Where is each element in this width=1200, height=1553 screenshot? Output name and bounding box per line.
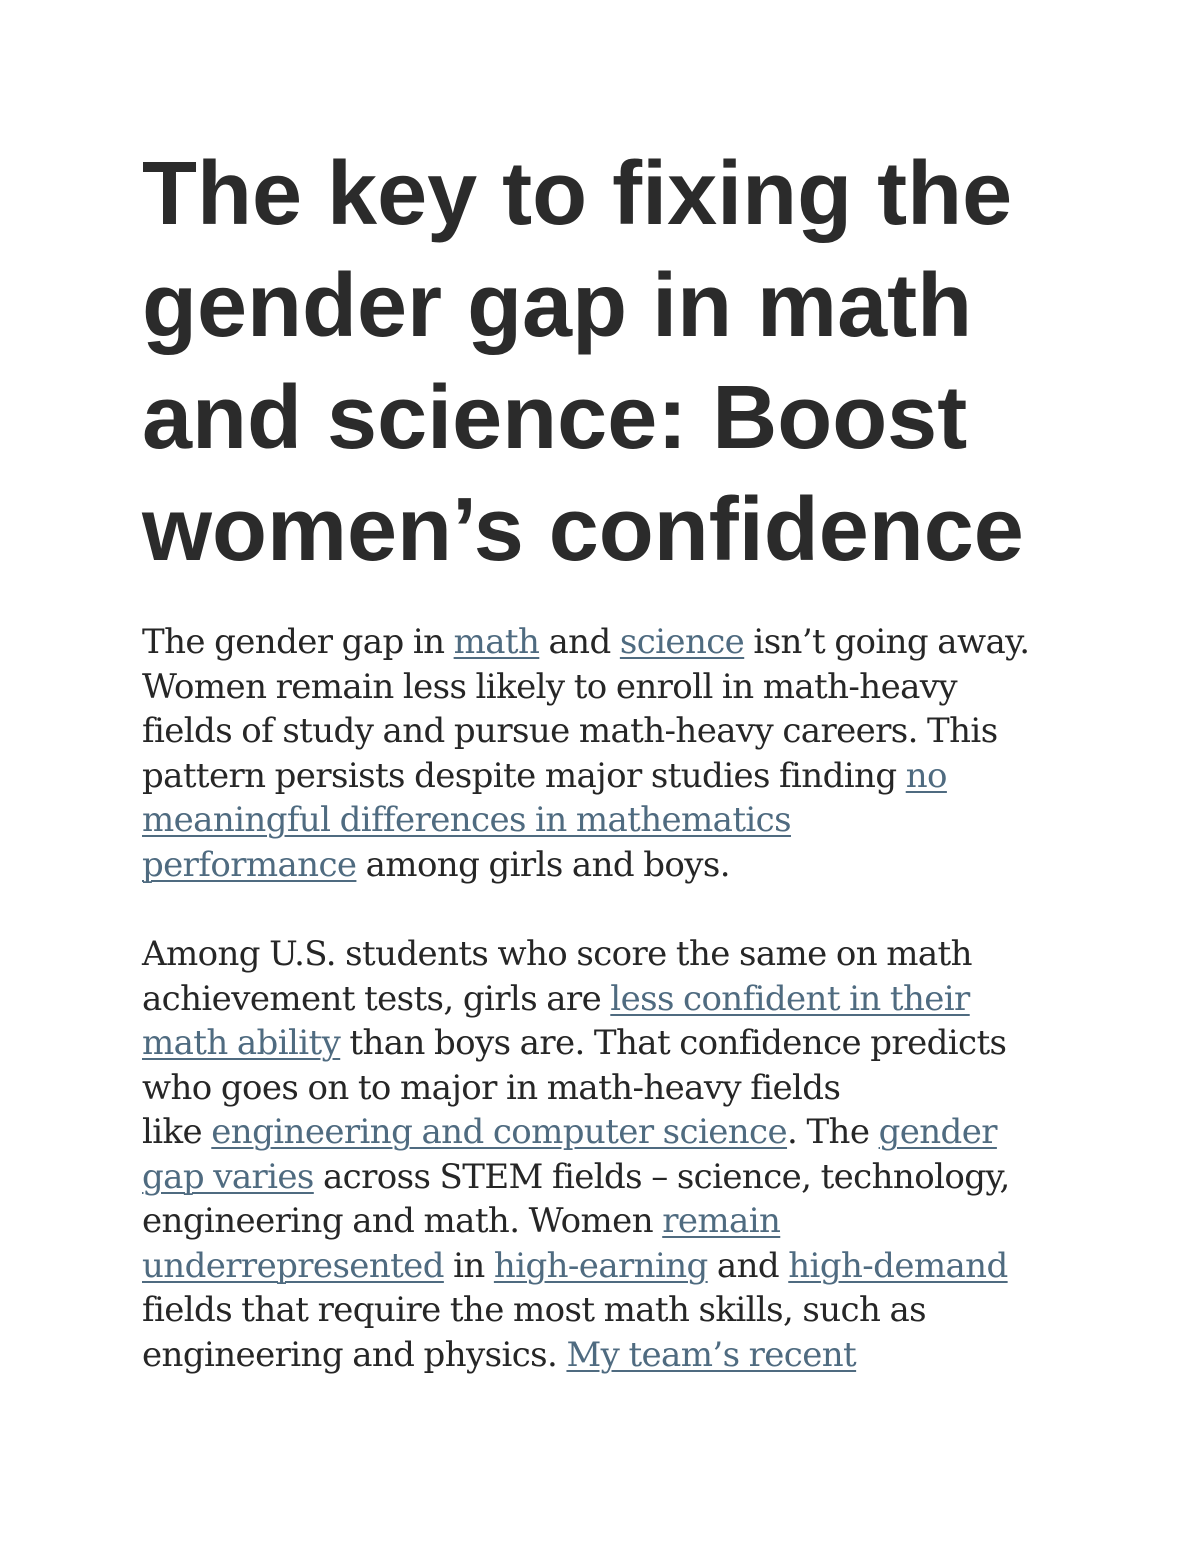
- text-line: [142, 1333, 1102, 1378]
- link-engineering-cs[interactable]: engineering and computer science: [211, 1112, 788, 1152]
- link-high-demand[interactable]: high-demand: [788, 1245, 1008, 1286]
- text-line: fields that require the most math skills, such as: [142, 1290, 927, 1330]
- link-no-meaningful-differences[interactable]: meaningful differences in mathematics: [142, 800, 791, 840]
- link-remain-underrepresented[interactable]: underrepresented: [142, 1245, 444, 1286]
- text-line: [142, 1021, 1102, 1066]
- title-line: and science: Boost: [142, 368, 968, 468]
- text-run: pattern persists despite major studies finding: [142, 755, 906, 796]
- text-run: across STEM fields – science, technology,: [313, 1156, 1010, 1197]
- title-line: gender gap in math: [142, 256, 973, 356]
- text-run: isn’t going away.: [744, 622, 1030, 662]
- text-line: who goes on to major in math-heavy fields: [142, 1067, 841, 1108]
- text-run: engineering and physics.: [142, 1334, 567, 1375]
- link-less-confident[interactable]: math ability: [142, 1023, 341, 1063]
- text-run: in: [443, 1245, 494, 1286]
- text-line: [142, 1244, 1102, 1289]
- paragraph-2: [142, 932, 1102, 1377]
- text-line: [142, 754, 1102, 799]
- title-line: women’s confidence: [142, 480, 1024, 580]
- link-less-confident[interactable]: less confident in their: [610, 978, 970, 1019]
- text-line: fields of study and pursue math-heavy careers. This: [142, 711, 998, 751]
- text-line: Women remain less likely to enroll in math-heavy: [142, 666, 957, 707]
- text-run: The gender gap in: [142, 622, 454, 662]
- link-no-meaningful-differences[interactable]: performance: [142, 844, 357, 885]
- link-science[interactable]: science: [619, 622, 745, 662]
- text-line: [142, 1110, 1102, 1155]
- link-my-teams-recent[interactable]: My team’s recent: [566, 1334, 857, 1375]
- text-line: [142, 620, 1102, 665]
- link-remain-underrepresented[interactable]: remain: [662, 1201, 781, 1241]
- text-run: among girls and boys.: [356, 844, 730, 885]
- article-title: [142, 138, 1082, 586]
- text-line: Among U.S. students who score the same on math: [142, 934, 972, 974]
- text-run: engineering and math. Women: [142, 1201, 663, 1241]
- text-line: [142, 1199, 1102, 1244]
- text-run: achievement tests, girls are: [142, 978, 611, 1019]
- text-run: like: [142, 1112, 212, 1152]
- link-math[interactable]: math: [453, 622, 540, 662]
- text-line: [142, 798, 1102, 843]
- text-run: . The: [787, 1112, 879, 1152]
- text-run: than boys are. That confidence predicts: [340, 1023, 1007, 1063]
- link-no-meaningful-differences[interactable]: no: [905, 755, 947, 796]
- text-line: [142, 1155, 1102, 1200]
- text-run: and: [707, 1245, 789, 1286]
- text-run: and: [539, 622, 620, 662]
- title-line: The key to fixing the: [142, 144, 1013, 244]
- text-line: [142, 977, 1102, 1022]
- paragraph-1: [142, 620, 1102, 887]
- link-gender-gap-varies[interactable]: gender: [878, 1112, 997, 1152]
- link-high-earning[interactable]: high-earning: [493, 1245, 708, 1286]
- link-gender-gap-varies[interactable]: gap varies: [142, 1156, 314, 1197]
- text-line: [142, 843, 1102, 888]
